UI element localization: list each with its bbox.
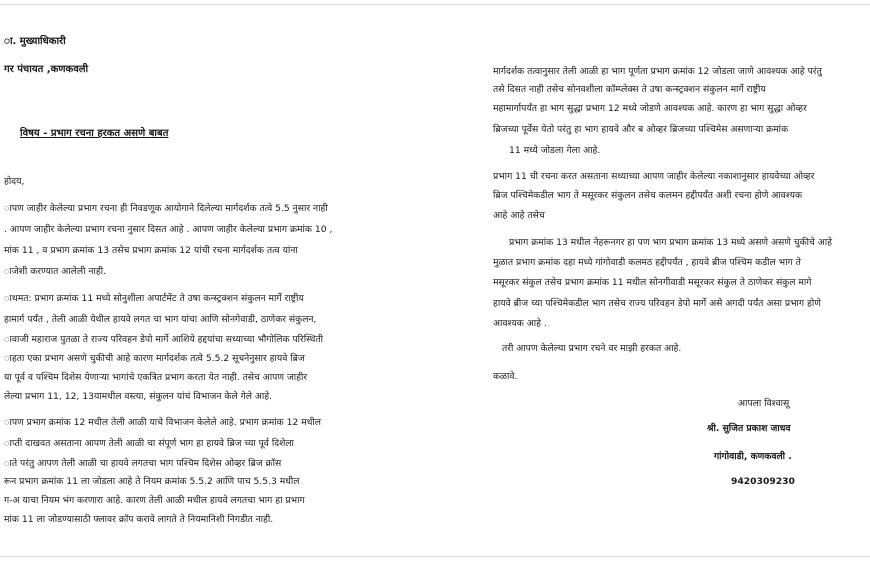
right-para3-line: हायवे ब्रीज च्या पश्चिमेकडील भाग तसेच राज्य परिवहन डेपो मार्गे असे अगदी पर्यंत असा प्रभाग होणे bbox=[493, 298, 821, 309]
left-para2-line: लेल्या प्रभाग 11, 12, 13यामधील वस्त्या, संकुलन यांचं विभाजन केले गेले आहे. bbox=[4, 391, 273, 402]
left-para3-line: ाप्ती दाखवत असताना आपण तेली आळी चा संपूर्ण भाग हा हायवे ब्रिज च्या पूर्व दिशेला bbox=[4, 438, 294, 449]
left-para1-line: . आपण जाहीर केलेल्या प्रभाग रचना नुसार दिसत आहे . आपण जाहीर केलेल्या प्रभाग क्रमांक 10 , bbox=[4, 224, 333, 235]
right-para1-line: मार्गदर्शक तत्वानुसार तेली आळी हा भाग पूर्णता प्रभाग क्रमांक 12 जोडला जाणे आवश्यक आहे परंतु bbox=[493, 66, 822, 77]
salutation: होदय, bbox=[4, 176, 25, 187]
left-para3-line: मांक 11 ला जोडण्यासाठी फ्लावर क्रॉप करावे लागते ते नियमानिशी निगडीत नाही. bbox=[4, 514, 274, 525]
left-para1-line: मांक 11 , व प्रभाग क्रमांक 13 तसेच प्रभाग क्रमांक 12 यांची रचना मार्गदर्शक तत्व यांना bbox=[4, 245, 298, 256]
right-para1-line: तसे दिसत नाही तसेच सोनवशीला कॉम्प्लेक्स ते उषा कन्स्ट्रक्शन संकुलन मार्गे राष्ट्रीय bbox=[493, 84, 766, 95]
left-para3-line: रून प्रभाग क्रमांक 11 ला जोडला आहे ते नियम क्रमांक 5.5.2 आणि पाच 5.5.3 मधील bbox=[4, 476, 300, 487]
right-para3-line: मुळात प्रभाग क्रमांक दहा मध्ये गांगोवाडी कलमठ हद्दीपर्यंत , हायवे ब्रीज पश्चिम कडील भाग ते bbox=[493, 257, 801, 268]
left-para2-line: या पूर्व व पश्चिम दिशेस येणाऱ्या भागांचे एकत्रित प्रभाग करता येत नाही. तसेच आपण जाहीर bbox=[4, 372, 308, 383]
left-para2-line: हामार्ग पर्यंत , तेली आळी येथील हायवे लगत चा भाग यांचा आणि सोनगेवाडी, ठाणेकर संकुलन, bbox=[4, 314, 317, 325]
right-para3-line: आवश्यक आहे . bbox=[493, 318, 547, 329]
right-para2-line: प्रभाग 11 ची रचना करत असताना सध्याच्या आपण जाहीर केलेल्या नकाशानुसार हायवेच्या ओव्हर bbox=[493, 171, 815, 182]
right-para1-line: महामार्गापर्यंत हा भाग सुद्धा प्रभाग 12 मध्ये जोडणे आवश्यक आहे. कारण हा भाग सुद्धा ओव्हर bbox=[493, 103, 807, 114]
left-para1-line: ाजेशी करण्यात आलेली नाही. bbox=[4, 266, 107, 277]
addressee-line1: ा. मुख्याधिकारी bbox=[4, 36, 66, 47]
signatory-phone: 9420309230 bbox=[731, 476, 795, 487]
left-para1-line: ापण जाहीर केलेल्या प्रभाग रचना ही निवडणूक आयोगाने दिलेल्या मार्गदर्शक तत्वे 5.5 नुसार नाही bbox=[4, 203, 328, 214]
addressee-line2: गर पंचायत ,कणकवली bbox=[4, 64, 89, 75]
signatory-name: श्री. सुजित प्रकाश जाधव bbox=[707, 423, 791, 434]
closing-line: आपला विश्वासू bbox=[738, 398, 790, 409]
kalave-line: कळावे. bbox=[493, 371, 518, 382]
left-para2-line: ाहता एका प्रभाग असणे चुकीची आहे कारण मार्गदर्शक तत्वे 5.5.2 सूचनेनुसार हायवे ब्रिज bbox=[4, 353, 305, 364]
right-para3-line: प्रभाग क्रमांक 13 मधील नेहरूनगर हा पण भाग प्रभाग क्रमांक 13 मध्ये असणे असणे चुकीचे आहे bbox=[509, 237, 833, 248]
left-para2-line: ाथमत: प्रभाग क्रमांक 11 मध्ये सोनुशीला अपार्टमेंट ते उषा कन्स्ट्रक्शन संकुलन मार्गे राष्ट्रीय bbox=[4, 293, 304, 304]
page-top-rule bbox=[0, 4, 870, 5]
right-para3-line: मसूरकर संकुल तसेच प्रभाग क्रमांक 11 मधील सोनगीवाडी मसूरकर संकुल ते ठाणेकर संकुल मागे bbox=[493, 277, 812, 288]
right-para2-line: ब्रिज पश्चिमेकडील भाग ते मसूरकर संकुलन तसेच कलमन हद्दीपर्यंत अशी रचना होणे आवश्यक bbox=[493, 190, 803, 201]
subject-line: विषय - प्रभाग रचना हरकत असणे बाबत bbox=[20, 128, 169, 139]
right-para2-line: आहे आहे तसेच bbox=[493, 210, 545, 221]
left-para2-line: ावाजी महाराज पुतळा ते राज्य परिवहन डेपो मार्गे आशिये हद्दयांचा सध्याच्या भौगोलिक परिस्थिती bbox=[4, 334, 324, 345]
left-para3-line: ग-अ याचा नियम भंग करणारा आहे. कारण तेली आळी मधील हायवे लगतचा भाग हा प्रभाग bbox=[4, 495, 305, 506]
left-para3-line: ापण प्रभाग क्रमांक 12 मधील तेली आळी याचे विभाजन केलेले आहे. प्रभाग क्रमांक 12 मधील bbox=[4, 417, 322, 428]
left-para3-line: ाते परंतु आपण तेली आळी चा हायवे लगतचा भाग पश्चिम दिशेस ओव्हर ब्रिज क्रॉस bbox=[4, 458, 282, 469]
signatory-place: गांगोवाडी, कणकवली . bbox=[714, 451, 792, 462]
objection-line: तरी आपण केलेल्या प्रभाग रचने वर माझी हरकत आहे. bbox=[502, 343, 682, 354]
right-para1-line: ब्रिजच्या पूर्वेस येतो परंतु हा भाग हायवे और ब ओव्हर ब्रिजच्या पश्चिमेस असणाऱ्या क्रमांक bbox=[493, 124, 789, 135]
right-para1-line: 11 मध्ये जोडला गेला आहे. bbox=[509, 145, 601, 156]
page-bottom-rule bbox=[0, 556, 870, 557]
